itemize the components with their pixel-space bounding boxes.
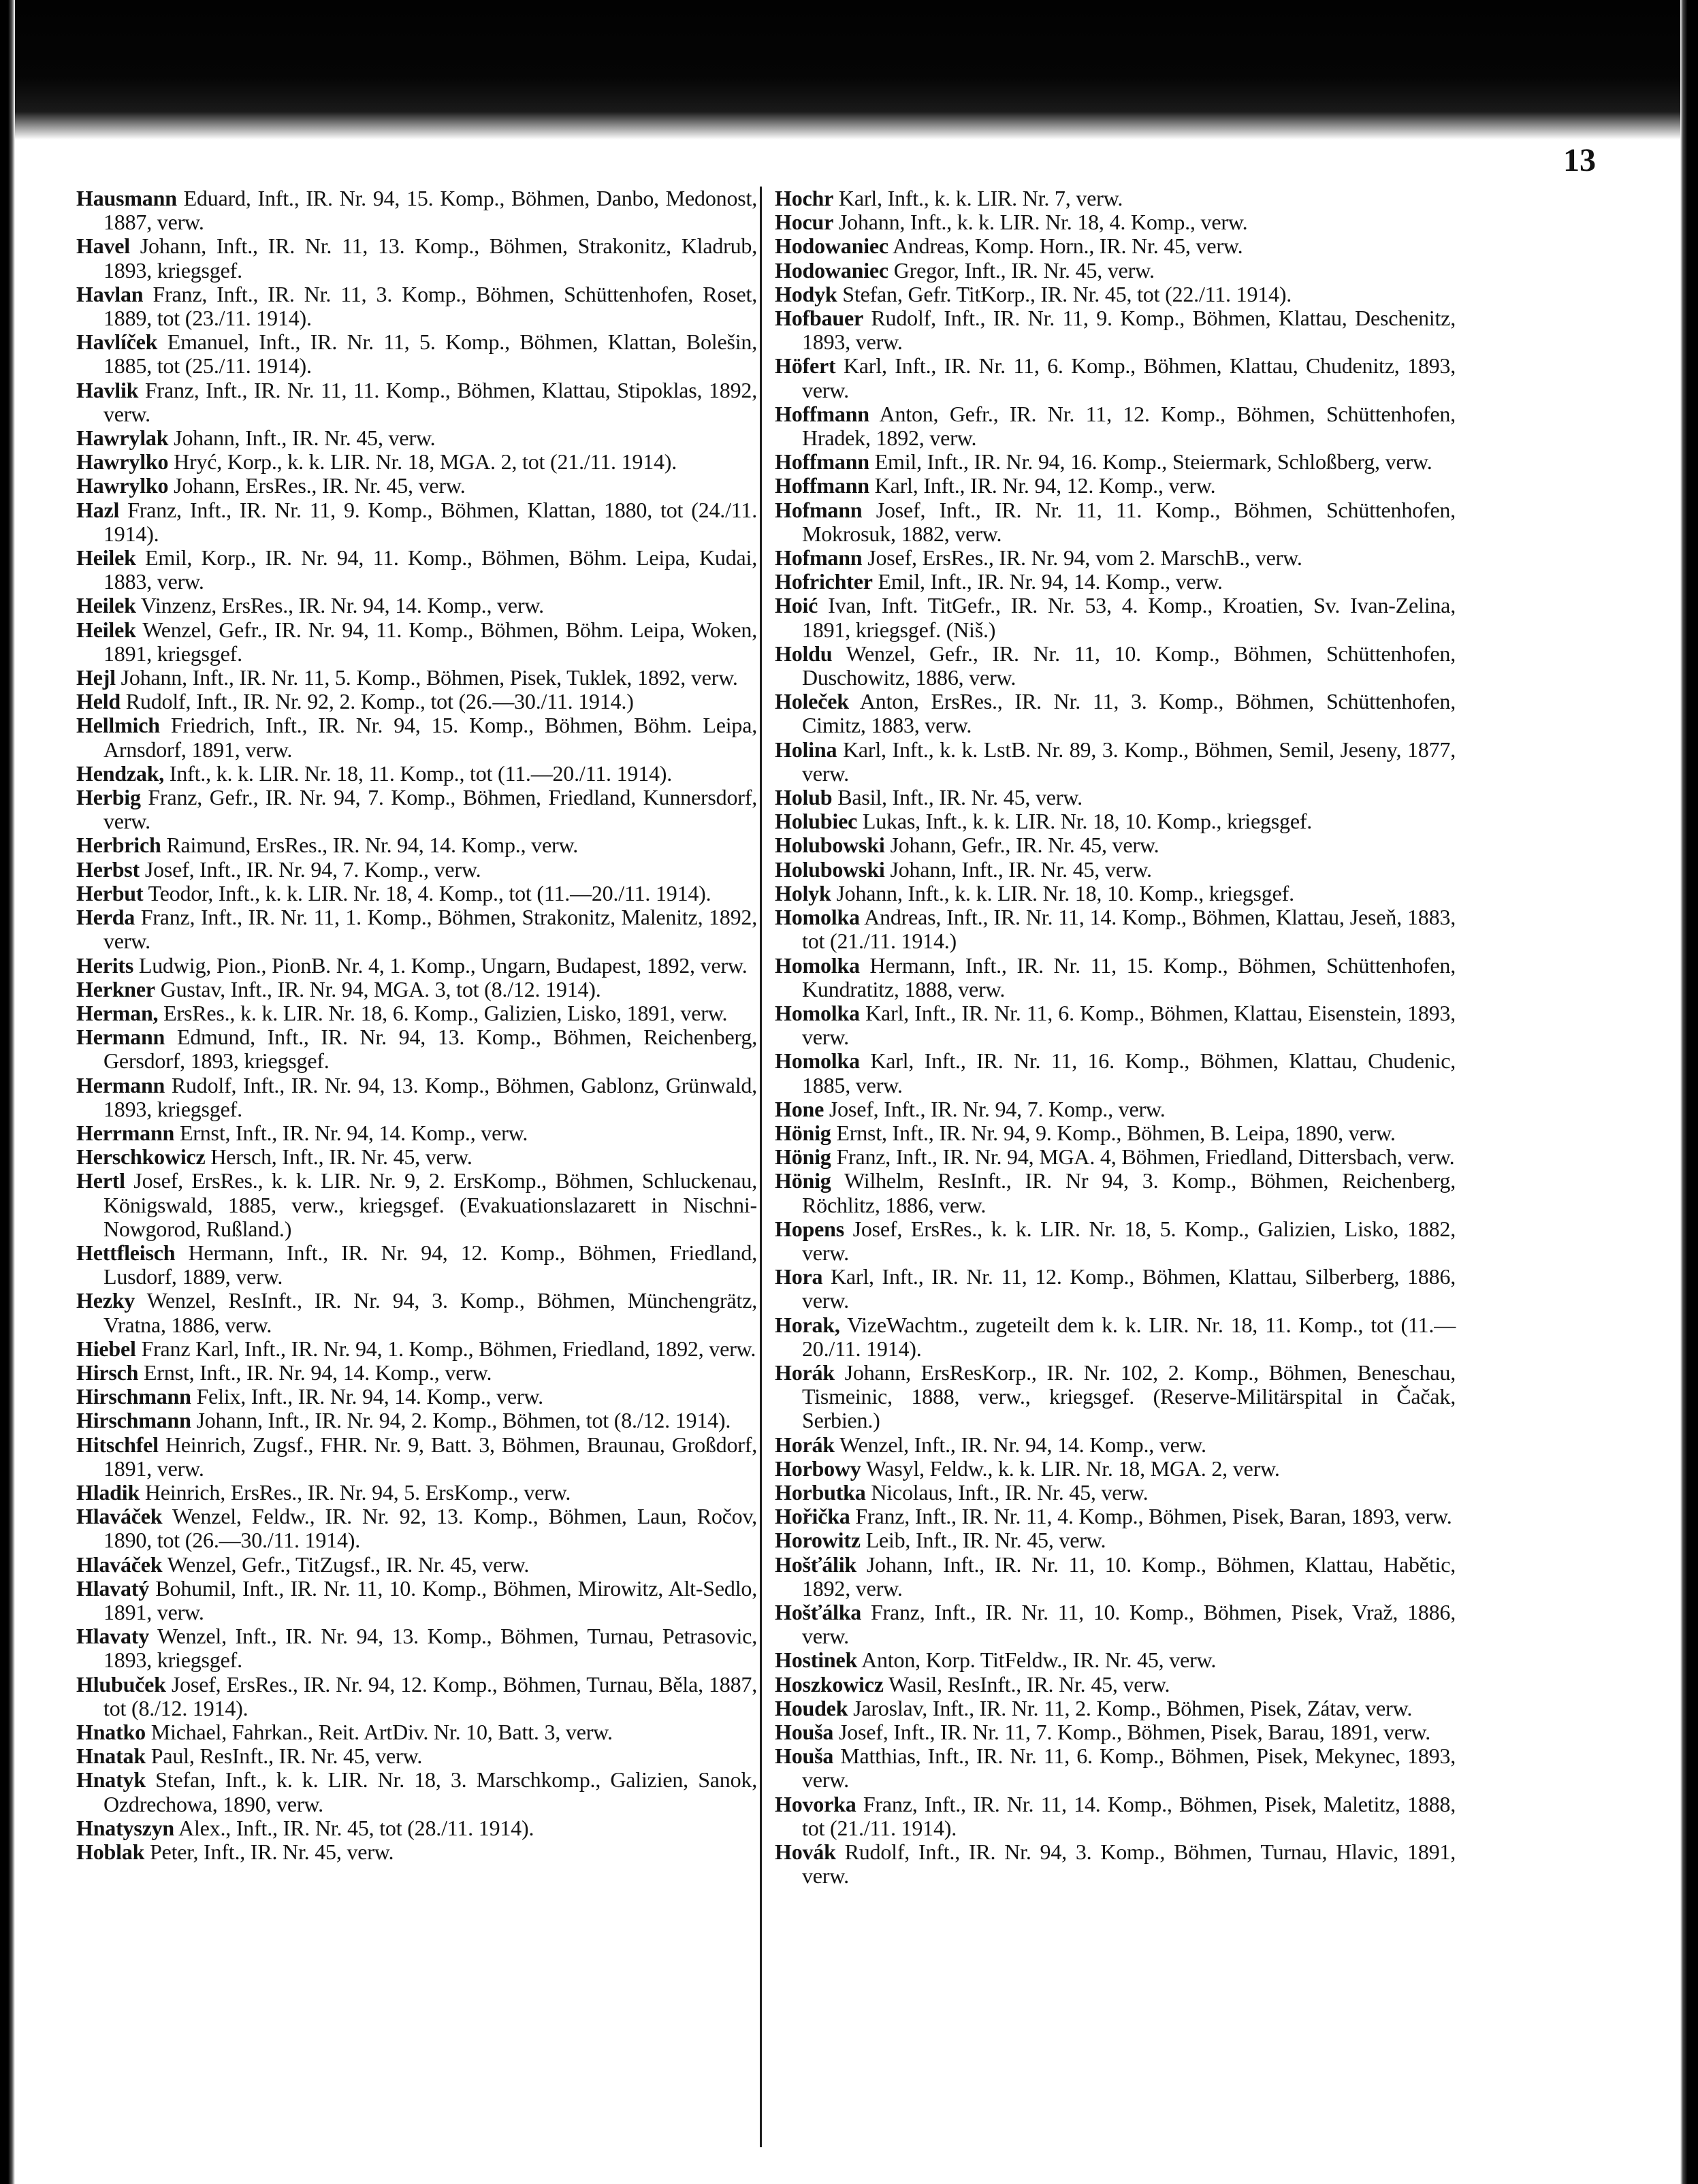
entry-details: Franz Karl, Inft., IR. Nr. 94, 1. Komp., Böhmen, Friedland, 1892, verw.: [135, 1336, 756, 1361]
entry-surname: Hofmann: [775, 545, 863, 571]
entry-surname: Hettfleisch: [76, 1240, 176, 1265]
entry-details: Wasyl, Feldw., k. k. LIR. Nr. 18, MGA. 2, verw.: [861, 1456, 1280, 1481]
entry-details: Johann, Inft., IR. Nr. 94, 2. Komp., Böhmen, tot (8./12. 1914).: [191, 1408, 731, 1433]
entry-surname: Holub: [775, 785, 833, 810]
register-entry: [775, 954, 1456, 1001]
entry-surname: Horbutka: [775, 1479, 866, 1505]
entry-details: Josef, ErsRes., k. k. LIR. Nr. 9, 2. ErsKomp., Böhmen, Schluckenau, Königswald, 1885, verw., kriegsgef. (Evakuationslazarett in Nischni-Nowgorod, Rußland.): [103, 1168, 757, 1241]
entry-details: Ivan, Inft. TitGefr., IR. Nr. 53, 4. Komp., Kroatien, Sv. Ivan-Zelina, 1891, kriegsgef. (Niš.): [802, 593, 1456, 642]
entry-details: Nicolaus, Inft., IR. Nr. 45, verw.: [865, 1479, 1149, 1505]
register-entry: [775, 1673, 1456, 1697]
entry-details: Stefan, Gefr. TitKorp., IR. Nr. 45, tot (22./11. 1914).: [837, 281, 1292, 306]
entry-surname: Hönig: [775, 1168, 831, 1193]
entry-surname: Hladik: [76, 1479, 140, 1505]
register-entry: [76, 1289, 757, 1336]
entry-details: Johann, Inft., IR. Nr. 11, 13. Komp., Böhmen, Strakonitz, Kladrub, 1893, kriegsgef.: [103, 234, 757, 283]
register-entry: [775, 1720, 1456, 1744]
entry-surname: Hofmann: [775, 497, 863, 522]
register-entry: [76, 426, 757, 450]
entry-surname: Holubiec: [775, 809, 858, 834]
register-entry: [76, 713, 757, 761]
entry-details: Alex., Inft., IR. Nr. 45, tot (28./11. 1914).: [174, 1815, 534, 1840]
entry-surname: Hönig: [775, 1144, 831, 1170]
entry-details: Franz, Inft., IR. Nr. 94, MGA. 4, Böhmen, Friedland, Dittersbach, verw.: [831, 1144, 1455, 1170]
entry-surname: Heilek: [76, 617, 136, 642]
entry-details: Franz, Inft., IR. Nr. 11, 10. Komp., Böhmen, Pisek, Vraž, 1886, verw.: [802, 1599, 1456, 1649]
register-entry: [76, 833, 757, 857]
entry-surname: Hofbauer: [775, 306, 863, 331]
register-entry: [775, 1001, 1456, 1049]
register-entry: [76, 1145, 757, 1169]
register-entry: [775, 306, 1456, 354]
entry-details: Josef, Inft., IR. Nr. 11, 11. Komp., Böhmen, Schüttenhofen, Mokrosuk, 1882, verw.: [802, 497, 1456, 546]
left-column: [76, 187, 757, 1864]
entry-details: Wenzel, Inft., IR. Nr. 94, 13. Komp., Böhmen, Turnau, Petrasovic, 1893, kriegsgef.: [103, 1624, 757, 1673]
entry-surname: Hnatak: [76, 1744, 146, 1769]
entry-surname: Horák: [775, 1360, 835, 1385]
scan-border-top: [0, 0, 1698, 140]
entry-surname: Homolka: [775, 1000, 860, 1025]
entry-details: Gregor, Inft., IR. Nr. 45, verw.: [888, 257, 1155, 283]
entry-surname: Horbowy: [775, 1456, 861, 1481]
register-entry: [76, 1409, 757, 1432]
entry-details: Johann, Inft., k. k. LIR. Nr. 18, 4. Komp., verw.: [833, 210, 1248, 235]
entry-surname: Hönig: [775, 1120, 831, 1145]
entry-surname: Hirschmann: [76, 1408, 191, 1433]
register-entry: [76, 498, 757, 546]
entry-details: Josef, ErsRes., IR. Nr. 94, 12. Komp., Böhmen, Turnau, Běla, 1887, tot (8./12. 1914).: [103, 1671, 757, 1720]
entry-surname: Hawrylko: [76, 473, 169, 498]
entry-surname: Holyk: [775, 880, 831, 905]
entry-surname: Held: [76, 689, 121, 714]
register-entry: [775, 1145, 1456, 1169]
register-entry: [775, 1097, 1456, 1121]
entry-details: Eduard, Inft., IR. Nr. 94, 15. Komp., Böhmen, Danbo, Medonost, 1887, verw.: [103, 186, 757, 235]
entry-surname: Hoszkowicz: [775, 1671, 884, 1697]
register-entry: [775, 187, 1456, 210]
register-entry: [76, 1816, 757, 1840]
register-entry: [76, 594, 757, 617]
register-entry: [76, 187, 757, 234]
entry-surname: Herda: [76, 905, 135, 930]
register-entry: [775, 1121, 1456, 1145]
register-entry: [775, 858, 1456, 882]
entry-surname: Hnatyk: [76, 1767, 146, 1793]
register-entry: [76, 1169, 757, 1241]
register-entry: [76, 1673, 757, 1720]
entry-details: Johann, Inft., IR. Nr. 11, 5. Komp., Böhmen, Pisek, Tuklek, 1892, verw.: [115, 665, 738, 690]
entry-surname: Hoffmann: [775, 449, 869, 475]
entry-details: Josef, Inft., IR. Nr. 94, 7. Komp., verw.: [140, 856, 481, 882]
entry-details: Vinzenz, ErsRes., IR. Nr. 94, 14. Komp., verw.: [135, 593, 544, 618]
entry-details: Stefan, Inft., k. k. LIR. Nr. 18, 3. Marschkomp., Galizien, Sanok, Ozdrechowa, 1890, verw.: [103, 1767, 757, 1816]
entry-surname: Hlavatý: [76, 1575, 150, 1601]
entry-details: Ernst, Inft., IR. Nr. 94, 14. Komp., verw.: [174, 1120, 528, 1145]
entry-surname: Homolka: [775, 905, 860, 930]
entry-surname: Hermann: [76, 1072, 165, 1097]
register-entry: [775, 1553, 1456, 1601]
entry-surname: Hellmich: [76, 713, 160, 738]
entry-details: Leib, Inft., IR. Nr. 45, verw.: [860, 1528, 1106, 1553]
entry-details: Hermann, Inft., IR. Nr. 94, 12. Komp., Böhmen, Friedland, Lusdorf, 1889, verw.: [103, 1240, 757, 1289]
register-entry: [76, 618, 757, 666]
register-entry: [775, 1505, 1456, 1528]
entry-details: Ernst, Inft., IR. Nr. 94, 9. Komp., Böhmen, B. Leipa, 1890, verw.: [831, 1120, 1396, 1145]
entry-surname: Herkner: [76, 976, 155, 1001]
entry-surname: Hirschmann: [76, 1384, 191, 1409]
register-entry: [775, 1457, 1456, 1481]
entry-surname: Hlaváček: [76, 1504, 163, 1529]
entry-surname: Herrmann: [76, 1120, 175, 1145]
entry-surname: Herman,: [76, 1000, 159, 1025]
entry-details: Teodor, Inft., k. k. LIR. Nr. 18, 4. Komp., tot (11.—20./11. 1914).: [143, 880, 711, 905]
entry-surname: Houša: [775, 1744, 834, 1769]
entry-details: Josef, ErsRes., IR. Nr. 94, vom 2. MarschB., verw.: [862, 545, 1302, 571]
register-entry: [76, 905, 757, 953]
entry-details: Wenzel, Gefr., IR. Nr. 11, 10. Komp., Böhmen, Schüttenhofen, Duschowitz, 1886, verw.: [802, 641, 1456, 690]
register-entry: [775, 1217, 1456, 1265]
entry-details: Rudolf, Inft., IR. Nr. 92, 2. Komp., tot (26.—30./11. 1914.): [120, 689, 634, 714]
register-entry: [775, 210, 1456, 234]
register-entry: [76, 1433, 757, 1481]
register-entry: [775, 594, 1456, 641]
entry-surname: Hoblak: [76, 1840, 145, 1865]
entry-surname: Hoić: [775, 593, 818, 618]
register-entry: [76, 954, 757, 978]
register-entry: [76, 1025, 757, 1073]
entry-surname: Horák: [775, 1432, 835, 1457]
entry-surname: Hora: [775, 1264, 823, 1289]
entry-surname: Herbut: [76, 880, 144, 905]
entry-surname: Havlíček: [76, 330, 158, 355]
entry-surname: Hendzak,: [76, 760, 165, 786]
entry-details: Josef, Inft., IR. Nr. 11, 7. Komp., Böhmen, Pisek, Barau, 1891, verw.: [833, 1720, 1431, 1744]
entry-details: Josef, Inft., IR. Nr. 94, 7. Komp., verw.: [824, 1096, 1166, 1121]
entry-surname: Hnatyszyn: [76, 1815, 174, 1840]
entry-surname: Houša: [775, 1720, 834, 1744]
entry-details: Andreas, Komp. Horn., IR. Nr. 45, verw.: [888, 234, 1243, 259]
register-entry: [775, 833, 1456, 857]
register-entry: [76, 1001, 757, 1025]
register-entry: [775, 354, 1456, 402]
entry-surname: Hirsch: [76, 1360, 139, 1385]
entry-details: Johann, Inft., k. k. LIR. Nr. 18, 10. Komp., kriegsgef.: [831, 880, 1294, 905]
register-entry: [775, 1433, 1456, 1457]
entry-surname: Hodyk: [775, 281, 837, 306]
entry-surname: Holubowski: [775, 833, 885, 858]
entry-details: Michael, Fahrkan., Reit. ArtDiv. Nr. 10, Batt. 3, verw.: [145, 1720, 613, 1744]
register-entry: [76, 690, 757, 713]
entry-surname: Hovorka: [775, 1791, 856, 1816]
entry-details: Karl, Inft., IR. Nr. 11, 16. Komp., Böhmen, Klattau, Chudenic, 1885, verw.: [802, 1048, 1456, 1097]
register-entry: [775, 1528, 1456, 1552]
register-entry: [775, 882, 1456, 905]
entry-details: Wasil, ResInft., IR. Nr. 45, verw.: [883, 1671, 1170, 1697]
scan-border-right: [1680, 0, 1698, 2184]
register-entry: [775, 905, 1456, 953]
register-entry: [775, 1361, 1456, 1433]
entry-surname: Hezky: [76, 1288, 135, 1313]
entry-details: Karl, Inft., k. k. LIR. Nr. 7, verw.: [833, 186, 1123, 210]
entry-details: Basil, Inft., IR. Nr. 45, verw.: [832, 785, 1083, 810]
register-entry: [76, 1385, 757, 1409]
entry-details: Franz, Gefr., IR. Nr. 94, 7. Komp., Böhmen, Friedland, Kunnersdorf, verw.: [103, 785, 757, 834]
entry-surname: Hawrylak: [76, 425, 169, 451]
register-entry: [775, 1169, 1456, 1217]
register-entry: [775, 1481, 1456, 1505]
entry-details: Franz, Inft., IR. Nr. 11, 14. Komp., Böhmen, Pisek, Maletitz, 1888, tot (21./11. 1914).: [802, 1791, 1456, 1840]
entry-details: Emil, Korp., IR. Nr. 94, 11. Komp., Böhmen, Böhm. Leipa, Kudai, 1883, verw.: [103, 545, 757, 594]
entry-surname: Hermann: [76, 1025, 165, 1050]
register-entry: [775, 450, 1456, 474]
entry-details: Emil, Inft., IR. Nr. 94, 14. Komp., verw.: [872, 569, 1223, 594]
entry-surname: Herits: [76, 952, 134, 978]
register-entry: [775, 474, 1456, 498]
register-entry: [775, 498, 1456, 546]
entry-surname: Hlubuček: [76, 1671, 166, 1697]
entry-surname: Hlaváček: [76, 1552, 163, 1577]
entry-details: VizeWachtm., zugeteilt dem k. k. LIR. Nr. 18, 11. Komp., tot (11.—20./11. 1914).: [802, 1312, 1456, 1361]
right-column: [775, 187, 1456, 1888]
entry-surname: Hnatko: [76, 1720, 146, 1744]
entry-surname: Homolka: [775, 1048, 860, 1074]
register-entry: [76, 234, 757, 282]
entry-details: Emil, Inft., IR. Nr. 94, 16. Komp., Steiermark, Schloßberg, verw.: [869, 449, 1432, 475]
column-divider: [760, 187, 762, 2147]
entry-surname: Herbrich: [76, 833, 161, 858]
entry-details: Matthias, Inft., IR. Nr. 11, 6. Komp., Böhmen, Pisek, Mekynec, 1893, verw.: [802, 1744, 1456, 1793]
entry-surname: Havlik: [76, 377, 139, 402]
entry-surname: Horowitz: [775, 1528, 861, 1553]
entry-surname: Hiebel: [76, 1336, 136, 1361]
register-entry: [775, 1744, 1456, 1792]
register-entry: [775, 234, 1456, 258]
register-entry: [76, 1241, 757, 1289]
entry-surname: Hovák: [775, 1840, 836, 1865]
register-entry: [775, 1793, 1456, 1840]
entry-details: Johann, Inft., IR. Nr. 45, verw.: [168, 425, 436, 451]
register-entry: [775, 642, 1456, 690]
entry-details: Karl, Inft., IR. Nr. 11, 6. Komp., Böhmen, Klattau, Chudenitz, 1893, verw.: [802, 353, 1456, 402]
register-entry: [775, 1601, 1456, 1648]
register-entry: [775, 690, 1456, 737]
entry-surname: Hostinek: [775, 1648, 858, 1673]
entry-details: Johann, Gefr., IR. Nr. 45, verw.: [884, 833, 1159, 858]
register-entry: [76, 474, 757, 498]
register-entry: [775, 546, 1456, 570]
scan-border-left: [0, 0, 15, 2184]
entry-details: Karl, Inft., k. k. LstB. Nr. 89, 3. Komp., Böhmen, Semil, Jeseny, 1877, verw.: [802, 737, 1456, 786]
entry-details: Wenzel, Gefr., TitZugsf., IR. Nr. 45, verw.: [162, 1552, 530, 1577]
entry-details: ErsRes., k. k. LIR. Nr. 18, 6. Komp., Galizien, Lisko, 1891, verw.: [158, 1000, 728, 1025]
entry-surname: Hochr: [775, 186, 834, 210]
entry-details: Johann, ErsRes., IR. Nr. 45, verw.: [168, 473, 466, 498]
register-entry: [775, 402, 1456, 450]
entry-details: Johann, Inft., IR. Nr. 45, verw.: [884, 856, 1152, 882]
register-entry: [775, 1049, 1456, 1097]
register-entry: [775, 738, 1456, 786]
entry-details: Franz, Inft., IR. Nr. 11, 3. Komp., Böhmen, Schüttenhofen, Roset, 1889, tot (23./11. 1914).: [103, 281, 757, 331]
entry-surname: Hawrylko: [76, 449, 169, 475]
entry-details: Josef, ErsRes., k. k. LIR. Nr. 18, 5. Komp., Galizien, Lisko, 1882, verw.: [802, 1216, 1456, 1265]
entry-surname: Holubowski: [775, 856, 885, 882]
entry-surname: Hejl: [76, 665, 116, 690]
register-entry: [76, 666, 757, 690]
entry-surname: Hertl: [76, 1168, 125, 1193]
entry-details: Hermann, Inft., IR. Nr. 11, 15. Komp., Böhmen, Schüttenhofen, Kundratitz, 1888, verw.: [802, 952, 1456, 1001]
entry-details: Gustav, Inft., IR. Nr. 94, MGA. 3, tot (8./12. 1914).: [155, 976, 601, 1001]
register-entry: [76, 1768, 757, 1816]
register-entry: [775, 1840, 1456, 1888]
entry-details: Emanuel, Inft., IR. Nr. 11, 5. Komp., Böhmen, Klattan, Bolešin, 1885, tot (25./11. 1914).: [103, 330, 757, 379]
entry-details: Ernst, Inft., IR. Nr. 94, 14. Komp., verw.: [138, 1360, 492, 1385]
entry-surname: Hlavaty: [76, 1624, 150, 1649]
entry-surname: Hodowaniec: [775, 234, 888, 259]
entry-surname: Hořička: [775, 1504, 850, 1529]
register-entry: [76, 786, 757, 833]
entry-details: Heinrich, Zugsf., FHR. Nr. 9, Batt. 3, Böhmen, Braunau, Großdorf, 1891, verw.: [103, 1432, 757, 1481]
register-entry: [76, 1481, 757, 1505]
entry-details: Anton, Korp. TitFeldw., IR. Nr. 45, verw.: [857, 1648, 1217, 1673]
entry-surname: Hazl: [76, 497, 120, 522]
entry-surname: Hone: [775, 1096, 824, 1121]
entry-surname: Herbig: [76, 785, 141, 810]
entry-details: Johann, Inft., IR. Nr. 11, 10. Komp., Böhmen, Klattau, Habětic, 1892, verw.: [802, 1552, 1456, 1601]
entry-details: Peter, Inft., IR. Nr. 45, verw.: [144, 1840, 394, 1865]
register-entry: [76, 330, 757, 378]
entry-details: Rudolf, Inft., IR. Nr. 94, 13. Komp., Böhmen, Gablonz, Grünwald, 1893, kriegsgef.: [103, 1072, 757, 1121]
entry-surname: Horak,: [775, 1312, 840, 1337]
register-entry: [76, 1720, 757, 1744]
entry-details: Friedrich, Inft., IR. Nr. 94, 15. Komp., Böhmen, Böhm. Leipa, Arnsdorf, 1891, verw.: [103, 713, 757, 762]
entry-surname: Hošťálka: [775, 1599, 862, 1624]
entry-details: Wenzel, ResInft., IR. Nr. 94, 3. Komp., Böhmen, Münchengrätz, Vratna, 1886, verw.: [103, 1288, 757, 1337]
entry-details: Hersch, Inft., IR. Nr. 45, verw.: [205, 1144, 472, 1170]
register-entry: [775, 570, 1456, 594]
entry-details: Franz, Inft., IR. Nr. 11, 9. Komp., Böhmen, Klattan, 1880, tot (24./11. 1914).: [103, 497, 757, 546]
entry-details: Heinrich, ErsRes., IR. Nr. 94, 5. ErsKomp., verw.: [140, 1479, 571, 1505]
entry-details: Inft., k. k. LIR. Nr. 18, 11. Komp., tot (11.—20./11. 1914).: [164, 760, 673, 786]
register-entry: [76, 858, 757, 882]
entry-details: Wenzel, Gefr., IR. Nr. 94, 11. Komp., Böhmen, Böhm. Leipa, Woken, 1891, kriegsgef.: [103, 617, 757, 666]
register-entry: [775, 1313, 1456, 1361]
register-entry: [775, 809, 1456, 833]
entry-details: Jaroslav, Inft., IR. Nr. 11, 2. Komp., Böhmen, Pisek, Zátav, verw.: [848, 1695, 1413, 1720]
register-entry: [76, 882, 757, 905]
register-entry: [775, 1648, 1456, 1672]
entry-surname: Hoffmann: [775, 401, 869, 426]
entry-details: Karl, Inft., IR. Nr. 11, 12. Komp., Böhmen, Klattau, Silberberg, 1886, verw.: [802, 1264, 1456, 1313]
entry-surname: Havel: [76, 234, 130, 259]
register-entry: [775, 1697, 1456, 1720]
register-entry: [76, 1624, 757, 1672]
entry-surname: Homolka: [775, 952, 860, 978]
register-entry: [76, 1553, 757, 1577]
entry-details: Karl, Inft., IR. Nr. 94, 12. Komp., verw.: [869, 473, 1216, 498]
entry-surname: Heilek: [76, 593, 136, 618]
entry-surname: Hausmann: [76, 186, 177, 210]
register-entry: [76, 762, 757, 786]
entry-surname: Holeček: [775, 689, 849, 714]
entry-details: Bohumil, Inft., IR. Nr. 11, 10. Komp., Böhmen, Mirowitz, Alt-Sedlo, 1891, verw.: [103, 1575, 757, 1624]
entry-details: Franz, Inft., IR. Nr. 11, 4. Komp., Böhmen, Pisek, Baran, 1893, verw.: [850, 1504, 1452, 1529]
entry-details: Wenzel, Feldw., IR. Nr. 92, 13. Komp., Böhmen, Laun, Ročov, 1890, tot (26.—30./11. 1914).: [103, 1504, 757, 1553]
entry-details: Ludwig, Pion., PionB. Nr. 4, 1. Komp., Ungarn, Budapest, 1892, verw.: [133, 952, 748, 978]
register-entry: [76, 1505, 757, 1552]
entry-details: Raimund, ErsRes., IR. Nr. 94, 14. Komp., verw.: [161, 833, 579, 858]
register-entry: [775, 786, 1456, 809]
entry-surname: Hošťálik: [775, 1552, 856, 1577]
entry-surname: Havlan: [76, 281, 144, 306]
register-entry: [76, 1744, 757, 1768]
register-entry: [76, 450, 757, 474]
entry-details: Wenzel, Inft., IR. Nr. 94, 14. Komp., verw.: [834, 1432, 1206, 1457]
entry-details: Wilhelm, ResInft., IR. Nr 94, 3. Komp., Böhmen, Reichenberg, Röchlitz, 1886, verw.: [802, 1168, 1456, 1217]
page-number: 13: [1563, 142, 1596, 178]
entry-surname: Hocur: [775, 210, 834, 235]
entry-surname: Hopens: [775, 1216, 844, 1241]
entry-details: Paul, ResInft., IR. Nr. 45, verw.: [145, 1744, 423, 1769]
entry-details: Lukas, Inft., k. k. LIR. Nr. 18, 10. Komp., kriegsgef.: [857, 809, 1313, 834]
register-entry: [775, 283, 1456, 306]
entry-details: Rudolf, Inft., IR. Nr. 11, 9. Komp., Böhmen, Klattau, Deschenitz, 1893, verw.: [802, 306, 1456, 355]
register-entry: [775, 1265, 1456, 1313]
entry-details: Karl, Inft., IR. Nr. 11, 6. Komp., Böhmen, Klattau, Eisenstein, 1893, verw.: [802, 1000, 1456, 1050]
entry-surname: Herschkowicz: [76, 1144, 206, 1170]
entry-surname: Herbst: [76, 856, 140, 882]
entry-surname: Hofrichter: [775, 569, 873, 594]
entry-details: Johann, ErsResKorp., IR. Nr. 102, 2. Komp., Böhmen, Beneschau, Tismeinic, 1888, verw., kriegsgef. (Reserve-Militärspital in Čačak, Serbien.): [802, 1360, 1456, 1433]
entry-surname: Höfert: [775, 353, 836, 379]
entry-surname: Heilek: [76, 545, 136, 571]
entry-details: Rudolf, Inft., IR. Nr. 94, 3. Komp., Böhmen, Turnau, Hlavic, 1891, verw.: [802, 1840, 1456, 1889]
register-entry: [76, 379, 757, 426]
register-entry: [76, 1074, 757, 1121]
entry-surname: Houdek: [775, 1695, 848, 1720]
entry-surname: Hitschfel: [76, 1432, 159, 1457]
register-entry: [775, 259, 1456, 283]
entry-surname: Hoffmann: [775, 473, 869, 498]
entry-surname: Holdu: [775, 641, 833, 666]
entry-surname: Hodowaniec: [775, 257, 888, 283]
entry-details: Felix, Inft., IR. Nr. 94, 14. Komp., verw.: [191, 1384, 543, 1409]
entry-details: Franz, Inft., IR. Nr. 11, 1. Komp., Böhmen, Strakonitz, Malenitz, 1892, verw.: [103, 905, 757, 954]
register-entry: [76, 546, 757, 594]
entry-details: Anton, ErsRes., IR. Nr. 11, 3. Komp., Böhmen, Schüttenhofen, Cimitz, 1883, verw.: [802, 689, 1456, 738]
entry-details: Edmund, Inft., IR. Nr. 94, 13. Komp., Böhmen, Reichenberg, Gersdorf, 1893, kriegsgef.: [103, 1025, 757, 1074]
register-entry: [76, 978, 757, 1001]
entry-details: Andreas, Inft., IR. Nr. 11, 14. Komp., Böhmen, Klattau, Jeseň, 1883, tot (21./11. 1914.): [802, 905, 1456, 954]
register-entry: [76, 1121, 757, 1145]
register-entry: [76, 1577, 757, 1624]
entry-details: Hryć, Korp., k. k. LIR. Nr. 18, MGA. 2, tot (21./11. 1914).: [168, 449, 677, 475]
entry-details: Franz, Inft., IR. Nr. 11, 11. Komp., Böhmen, Klattau, Stipoklas, 1892, verw.: [103, 377, 757, 426]
entry-details: Anton, Gefr., IR. Nr. 11, 12. Komp., Böhmen, Schüttenhofen, Hradek, 1892, verw.: [802, 401, 1456, 451]
register-entry: [76, 1840, 757, 1864]
register-entry: [76, 283, 757, 330]
register-entry: [76, 1337, 757, 1361]
entry-surname: Holina: [775, 737, 837, 762]
register-entry: [76, 1361, 757, 1385]
